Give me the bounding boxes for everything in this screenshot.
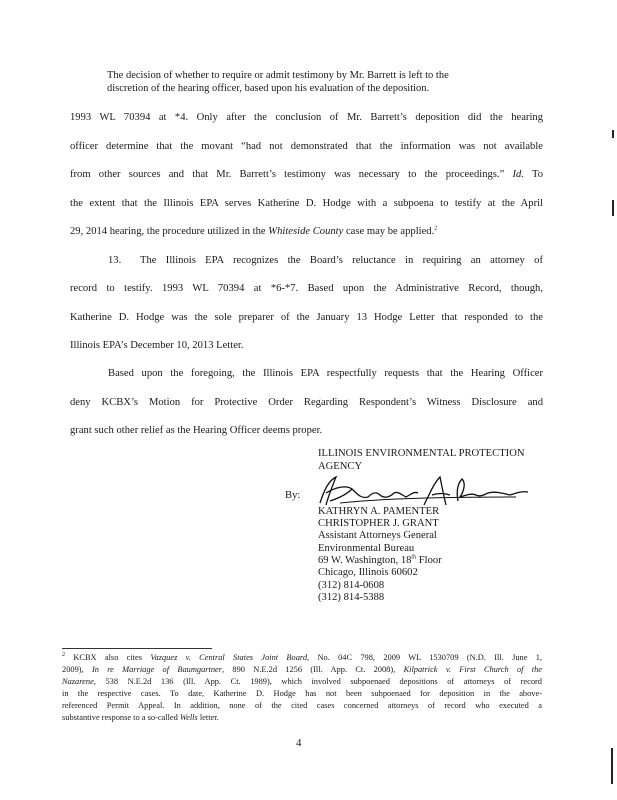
footnote-line: [62, 653, 542, 662]
block-quote: [107, 69, 517, 95]
body-line: officer determine that the movant “had not demonstrated that the information was not available: [70, 141, 543, 152]
body-line: Katherine D. Hodge was the sole preparer of the January 13 Hodge Letter that responded to the: [70, 312, 543, 323]
body-line: [70, 169, 543, 180]
footnote-text: letter.: [199, 713, 219, 722]
case-name: In re Marriage of Baumgartner: [91, 665, 223, 674]
body-line: Illinois EPA’s December 10, 2013 Letter.: [70, 340, 244, 351]
body-line: 1993 WL 70394 at *4. Only after the conclusion of Mr. Barrett’s deposition did the hearing: [70, 112, 543, 123]
address-line: [318, 555, 442, 567]
footnote-text: , 538 N.E.2d 136 (Ill. App. Ct. 1989), which involved subpoenaed depositions of attorneys of record: [93, 677, 542, 686]
body-line: grant such other relief as the Hearing Officer deems proper.: [70, 425, 323, 436]
case-name: Nazarene: [62, 677, 94, 686]
footnote-text: , 890 N.E.2d 1256 (Ill. App. Ct. 2008),: [222, 665, 396, 674]
phone-number: (312) 814-0608: [318, 580, 385, 591]
address-text: Floor: [416, 555, 442, 566]
footnote-text: , No. 04C 798, 2009 WL 1530709 (N.D. Ill. June 1,: [307, 653, 543, 662]
body-line: [108, 255, 543, 266]
body-text: The Illinois EPA recognizes the Board’s reluctance in requiring an attorney of: [140, 255, 543, 266]
citation-id: Id.: [512, 169, 524, 180]
footnote-ref: 2: [434, 225, 438, 232]
agency-name: ILLINOIS ENVIRONMENTAL PROTECTION: [318, 448, 525, 459]
footnote-text: 2009),: [62, 665, 84, 674]
footnote-rule: [62, 648, 212, 649]
case-name: Wells: [179, 713, 198, 722]
case-name: Kilpatrick v. First Church of the: [403, 665, 543, 674]
city-line: Chicago, Illinois 60602: [318, 567, 418, 578]
scan-mark: [611, 748, 613, 784]
page-number: 4: [296, 737, 302, 749]
footnote-text: KCBX also cites: [73, 653, 143, 662]
body-text: 29, 2014 hearing, the procedure utilized in the: [70, 226, 266, 237]
case-name: Vazquez v. Central States Joint Board: [150, 653, 308, 662]
body-text: To: [531, 169, 544, 180]
footnote-line: in the respective cases. To date, Katherine D. Hodge has not been subpoenaed for deposition in the above-: [62, 689, 542, 698]
ordinal-suffix: th: [411, 554, 417, 561]
bureau-name: Environmental Bureau: [318, 543, 415, 554]
footnote-text: substantive response to a so-called: [62, 713, 178, 722]
agency-name: AGENCY: [318, 461, 363, 472]
body-line: Based upon the foregoing, the Illinois EPA respectfully requests that the Hearing Officer: [108, 368, 543, 379]
by-label: By:: [285, 490, 301, 501]
case-name: Whiteside County: [268, 226, 344, 237]
address-text: 69 W. Washington, 18: [318, 555, 412, 566]
footnote-line: [62, 713, 542, 722]
body-line: [70, 226, 543, 237]
phone-number: (312) 814-5388: [318, 592, 385, 603]
body-line: deny KCBX’s Motion for Protective Order Regarding Respondent’s Witness Disclosure and: [70, 397, 543, 408]
quote-line: discretion of the hearing officer, based upon his evaluation of the deposition.: [107, 83, 430, 94]
scan-mark: [612, 130, 614, 138]
scan-mark: [612, 200, 614, 216]
footnote-line: referenced Permit Appeal. In addition, none of the cited cases concerned attorneys of record who executed a: [62, 701, 542, 710]
paragraph-number: 13.: [108, 255, 122, 266]
body-line: record to testify. 1993 WL 70394 at *6-*7. Based upon the Administrative Record, though,: [70, 283, 543, 294]
footnote-mark: 2: [62, 652, 65, 659]
body-line: the extent that the Illinois EPA serves Katherine D. Hodge with a subpoena to testify at the April: [70, 198, 543, 209]
attorney-name: CHRISTOPHER J. GRANT: [318, 518, 439, 529]
footnote-line: [62, 665, 542, 674]
attorney-name: KATHRYN A. PAMENTER: [318, 506, 440, 517]
attorney-title: Assistant Attorneys General: [318, 530, 437, 541]
footnote-line: [62, 677, 542, 686]
body-text: case may be applied.: [345, 226, 435, 237]
quote-line: The decision of whether to require or admit testimony by Mr. Barrett is left to the: [107, 70, 449, 81]
body-text: from other sources and that Mr. Barrett’s testimony was necessary to the proceedings.”: [70, 169, 505, 180]
